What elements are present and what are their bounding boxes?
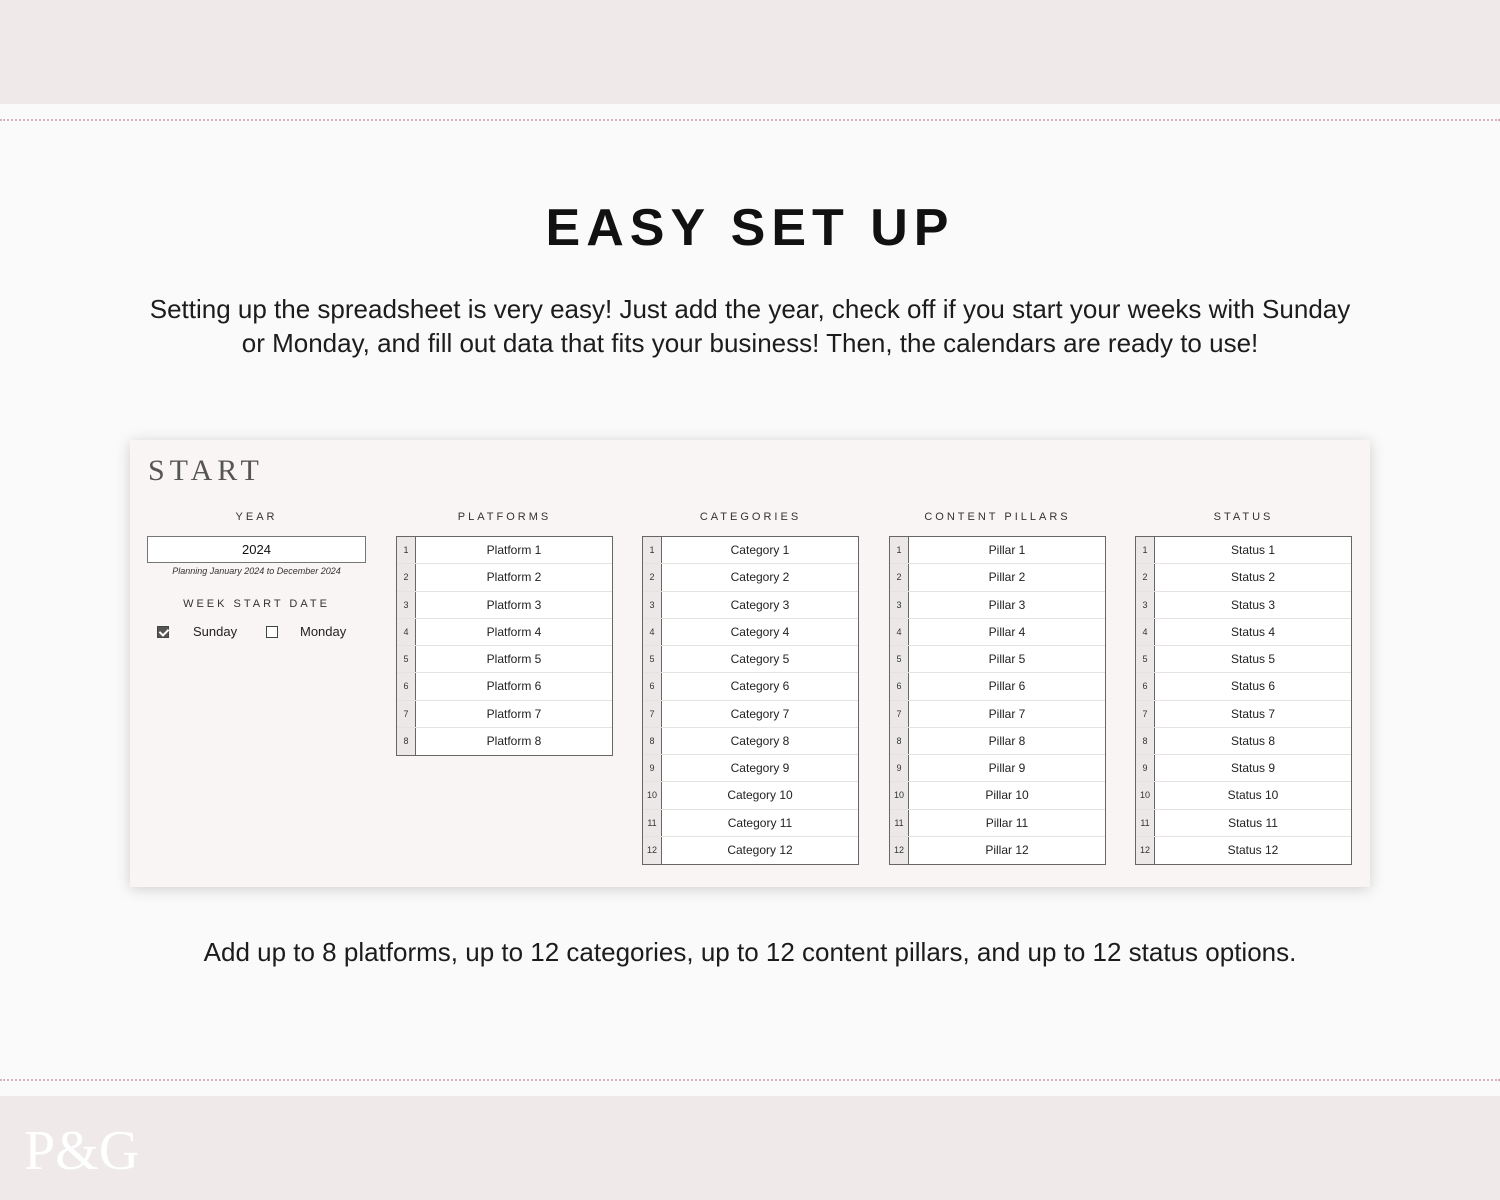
row-value[interactable]: Category 2 <box>730 570 790 585</box>
row-value[interactable]: Pillar 1 <box>988 543 1026 558</box>
row-number: 7 <box>1136 701 1155 727</box>
list-row <box>890 810 1105 837</box>
list-row <box>1136 673 1351 700</box>
list-row <box>890 837 1105 864</box>
row-number: 6 <box>1136 673 1155 699</box>
year-note: Planning January 2024 to December 2024 <box>172 566 341 576</box>
intro-text: Setting up the spreadsheet is very easy! Just add the year, check off if you start your weeks with Sunday or Monday, and fill out data that fits your business! Then, the calendars are ready to use! <box>149 294 1351 358</box>
row-number: 8 <box>397 728 416 755</box>
monday-checkbox[interactable] <box>266 626 278 638</box>
platforms-list <box>396 536 613 756</box>
row-number: 7 <box>643 701 662 727</box>
row-value[interactable]: Category 11 <box>727 815 793 830</box>
row-value[interactable]: Pillar 9 <box>988 761 1026 776</box>
sunday-label: Sunday <box>193 624 238 639</box>
bottom-dotted-divider <box>0 1079 1500 1081</box>
row-number: 9 <box>643 755 662 781</box>
row-value[interactable]: Pillar 8 <box>988 733 1026 748</box>
row-value[interactable]: Pillar 10 <box>985 788 1029 803</box>
headline: EASY SET UP <box>545 199 955 257</box>
monday-label: Monday <box>300 624 347 639</box>
list-row <box>1136 537 1351 564</box>
row-number: 12 <box>1136 837 1155 864</box>
row-value[interactable]: Status 4 <box>1230 624 1276 639</box>
row-number: 10 <box>643 782 662 808</box>
list-row <box>643 537 858 564</box>
list-row <box>890 755 1105 782</box>
row-number: 5 <box>1136 646 1155 672</box>
row-number: 5 <box>890 646 909 672</box>
list-row <box>890 592 1105 619</box>
row-number: 6 <box>643 673 662 699</box>
list-row <box>1136 701 1351 728</box>
list-row <box>1136 646 1351 673</box>
list-row <box>1136 564 1351 591</box>
row-value[interactable]: Platform 7 <box>486 706 542 721</box>
row-number: 10 <box>1136 782 1155 808</box>
row-number: 12 <box>890 837 909 864</box>
row-number: 11 <box>890 810 909 836</box>
list-row <box>643 755 858 782</box>
sunday-checkbox[interactable] <box>157 626 169 638</box>
list-row <box>397 646 612 673</box>
list-row <box>643 810 858 837</box>
row-number: 7 <box>397 701 416 727</box>
row-number: 2 <box>397 564 416 590</box>
pg-logo-text: P&G <box>24 1120 140 1181</box>
start-sheet-preview <box>130 440 1370 887</box>
row-value[interactable]: Category 9 <box>730 761 790 776</box>
row-value[interactable]: Category 10 <box>727 788 793 803</box>
row-number: 3 <box>397 592 416 618</box>
list-row <box>1136 810 1351 837</box>
list-row <box>643 837 858 864</box>
row-value[interactable]: Category 8 <box>730 733 790 748</box>
list-row <box>890 619 1105 646</box>
row-value[interactable]: Platform 8 <box>486 734 542 749</box>
list-row <box>890 782 1105 809</box>
list-row <box>890 646 1105 673</box>
list-row <box>397 728 612 755</box>
platforms-heading: PLATFORMS <box>457 511 552 523</box>
list-row <box>890 673 1105 700</box>
list-row <box>1136 728 1351 755</box>
top-dotted-divider <box>0 119 1500 121</box>
row-number: 1 <box>1136 537 1155 563</box>
list-row <box>1136 782 1351 809</box>
list-row <box>397 564 612 591</box>
sheet-title: START <box>148 454 264 487</box>
row-value[interactable]: Category 3 <box>730 597 790 612</box>
row-value[interactable]: Category 6 <box>730 679 790 694</box>
row-number: 12 <box>643 837 662 864</box>
status-heading: STATUS <box>1213 511 1274 523</box>
row-value[interactable]: Platform 3 <box>486 597 542 612</box>
week-start-heading: WEEK START DATE <box>183 598 330 610</box>
row-value[interactable]: Platform 1 <box>486 543 542 558</box>
row-number: 1 <box>643 537 662 563</box>
row-number: 4 <box>1136 619 1155 645</box>
row-number: 4 <box>397 619 416 645</box>
list-row <box>643 619 858 646</box>
row-number: 5 <box>643 646 662 672</box>
row-value[interactable]: Status 2 <box>1230 570 1276 585</box>
list-row <box>397 673 612 700</box>
list-row <box>1136 755 1351 782</box>
list-row <box>1136 592 1351 619</box>
row-number: 1 <box>890 537 909 563</box>
row-number: 6 <box>397 673 416 699</box>
row-value[interactable]: Status 7 <box>1230 706 1276 721</box>
list-row <box>643 592 858 619</box>
list-row <box>397 592 612 619</box>
row-value[interactable]: Platform 6 <box>486 679 542 694</box>
pg-logo <box>24 1117 144 1181</box>
row-number: 10 <box>890 782 909 808</box>
row-number: 2 <box>643 564 662 590</box>
list-row <box>643 564 858 591</box>
categories-list <box>642 536 859 865</box>
row-value[interactable]: Pillar 12 <box>985 843 1029 858</box>
row-value[interactable]: Status 10 <box>1227 788 1279 803</box>
row-number: 3 <box>890 592 909 618</box>
row-value[interactable]: Status 12 <box>1227 843 1279 858</box>
row-number: 9 <box>1136 755 1155 781</box>
list-row <box>397 701 612 728</box>
list-row <box>397 619 612 646</box>
row-number: 6 <box>890 673 909 699</box>
row-value[interactable]: Pillar 5 <box>988 652 1026 667</box>
list-row <box>890 701 1105 728</box>
list-row <box>890 728 1105 755</box>
row-value[interactable]: Status 11 <box>1228 815 1278 830</box>
row-number: 4 <box>890 619 909 645</box>
row-number: 3 <box>1136 592 1155 618</box>
status-list <box>1135 536 1352 865</box>
year-input[interactable]: 2024 <box>147 536 366 563</box>
row-value[interactable]: Category 5 <box>730 652 790 667</box>
row-value[interactable]: Status 8 <box>1230 733 1276 748</box>
row-value[interactable]: Category 12 <box>727 843 793 858</box>
row-number: 1 <box>397 537 416 563</box>
row-value[interactable]: Platform 5 <box>486 652 542 667</box>
row-value[interactable]: Status 3 <box>1230 597 1276 612</box>
row-value[interactable]: Status 5 <box>1230 652 1276 667</box>
row-number: 11 <box>643 810 662 836</box>
row-value[interactable]: Status 9 <box>1230 761 1276 776</box>
list-row <box>397 537 612 564</box>
row-value[interactable]: Pillar 11 <box>985 815 1029 830</box>
row-value[interactable]: Pillar 3 <box>988 597 1026 612</box>
list-row <box>643 728 858 755</box>
content-pillars-list <box>889 536 1106 865</box>
row-value[interactable]: Category 7 <box>730 706 790 721</box>
row-value[interactable]: Status 1 <box>1230 543 1276 558</box>
bottom-band <box>0 1096 1500 1200</box>
row-value[interactable]: Pillar 2 <box>988 570 1026 585</box>
row-number: 3 <box>643 592 662 618</box>
row-number: 2 <box>1136 564 1155 590</box>
row-number: 5 <box>397 646 416 672</box>
row-number: 8 <box>890 728 909 754</box>
footer-text: Add up to 8 platforms, up to 12 categories, up to 12 content pillars, and up to 12 status options. <box>203 937 1297 967</box>
row-value[interactable]: Category 1 <box>730 543 790 558</box>
year-heading: YEAR <box>235 511 278 523</box>
row-value[interactable]: Status 6 <box>1230 679 1276 694</box>
row-number: 8 <box>1136 728 1155 754</box>
row-value[interactable]: Pillar 6 <box>988 679 1026 694</box>
list-row <box>1136 837 1351 864</box>
row-number: 9 <box>890 755 909 781</box>
categories-heading: CATEGORIES <box>699 511 802 523</box>
list-row <box>890 564 1105 591</box>
list-row <box>643 782 858 809</box>
row-value[interactable]: Platform 4 <box>486 624 542 639</box>
row-number: 7 <box>890 701 909 727</box>
list-row <box>643 673 858 700</box>
list-row <box>1136 619 1351 646</box>
list-row <box>643 701 858 728</box>
list-row <box>890 537 1105 564</box>
row-number: 4 <box>643 619 662 645</box>
row-value[interactable]: Category 4 <box>730 624 790 639</box>
row-number: 11 <box>1136 810 1155 836</box>
row-number: 8 <box>643 728 662 754</box>
row-value[interactable]: Pillar 4 <box>988 624 1026 639</box>
row-value[interactable]: Pillar 7 <box>988 706 1026 721</box>
list-row <box>643 646 858 673</box>
row-number: 2 <box>890 564 909 590</box>
top-band <box>0 0 1500 104</box>
row-value[interactable]: Platform 2 <box>486 570 542 585</box>
content-pillars-heading: CONTENT PILLARS <box>924 511 1071 523</box>
